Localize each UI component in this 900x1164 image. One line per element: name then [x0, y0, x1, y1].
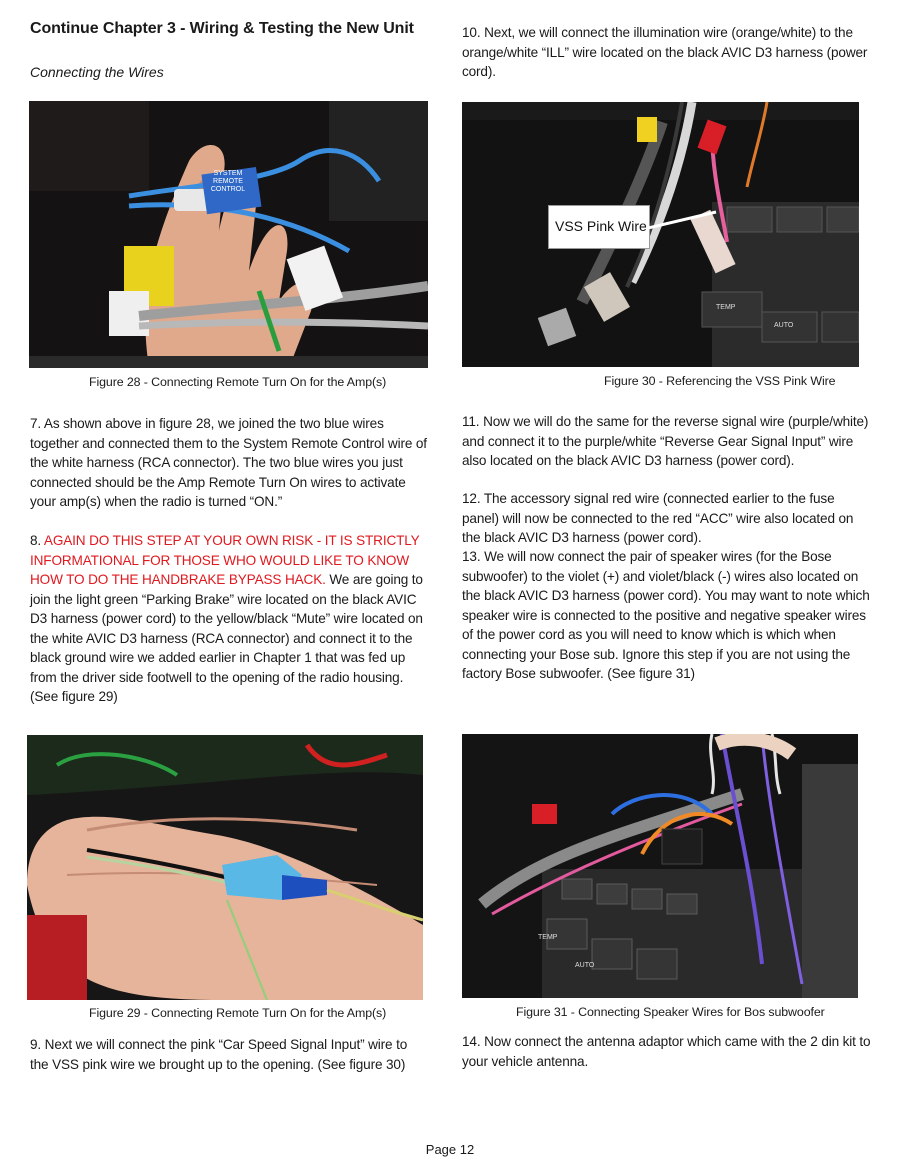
page-title: Continue Chapter 3 - Wiring & Testing the New Unit [30, 20, 414, 37]
step-11-paragraph: 11. Now we will do the same for the reverse signal wire (purple/white) and connect it to the purple/white “Reverse Gear Signal Input” wire also located on the black AVIC D3 harness (power cord). [462, 414, 869, 468]
vss-pink-wire-label: VSS Pink Wire [555, 218, 647, 234]
figure-29-caption: Figure 29 - Connecting Remote Turn On for the Amp(s) [89, 1006, 387, 1020]
photo-tag-label: SYSTEM REMOTE CONTROL [210, 170, 246, 193]
step-8-paragraph [30, 531, 428, 707]
vss-pointer-arrow [648, 200, 728, 240]
step-13-paragraph: 13. We will now connect the pair of speaker wires (for the Bose subwoofer) to the violet (+) and violet/black (-) wires also located on the black AVIC D3 harness (power cord). You may want to note which speaker wire is connected to the positive and negative speaker wires of the power cord as you will need to know which is which when connecting your Bose sub. Ignore this step if you are not using the factory Bose subwoofer. (See figure 31) [462, 549, 870, 681]
page-number: Page 12 [425, 1142, 475, 1157]
figure-28-photo [29, 101, 428, 368]
figure-29-photo [27, 735, 423, 1000]
figure-28-caption: Figure 28 - Connecting Remote Turn On for the Amp(s) [89, 375, 387, 389]
step-8-warning: AGAIN DO THIS STEP AT YOUR OWN RISK - IT IS STRICTLY INFORMATIONAL FOR THOSE WHO WOULD LIKE TO KNOW HOW TO DO THE HANDBRAKE BYPASS HACK. [30, 533, 420, 587]
step-10-paragraph: 10. Next, we will connect the illumination wire (orange/white) to the orange/white “ILL” wire located on the black AVIC D3 harness (power cord). [462, 25, 868, 79]
step-14-paragraph: 14. Now connect the antenna adaptor which came with the 2 din kit to your vehicle antenna. [462, 1034, 871, 1069]
section-subtitle: Connecting the Wires [30, 64, 164, 80]
step-7-paragraph: 7. As shown above in figure 28, we joined the two blue wires together and connected them to the System Remote Control wire of the white harness (RCA connector). The two blue wires you just connected should be the Amp Remote Turn On wires to activate your amp(s) when the radio is turned “ON.” [30, 416, 427, 509]
fig31-temp-label: TEMP [538, 934, 558, 941]
step-12-paragraph: 12. The accessory signal red wire (connected earlier to the fuse panel) will now be connected to the red “ACC” wire also located on the black AVIC D3 harness (power cord). [462, 491, 854, 545]
step-8-body: We are going to join the light green “Parking Brake” wire located on the black AVIC D3 harness (power cord) to the yellow/black “Mute” wire located on the white AVIC D3 harness (RCA connector) and connect it to the black ground wire we added earlier in Chapter 1 that was fed up from the driver side footwell to the opening of the radio housing. (See figure 29) [30, 572, 423, 704]
step-8-number: 8. [30, 533, 44, 548]
figure-30-caption: Figure 30 - Referencing the VSS Pink Wire [604, 374, 836, 388]
figure-31-photo [462, 734, 858, 998]
temp-button-label: TEMP [716, 304, 736, 311]
fig31-auto-label: AUTO [575, 962, 595, 969]
auto-button-label: AUTO [774, 322, 794, 329]
figure-31-caption: Figure 31 - Connecting Speaker Wires for Bos subwoofer [516, 1005, 825, 1019]
step-9-paragraph: 9. Next we will connect the pink “Car Speed Signal Input” wire to the VSS pink wire we brought up to the opening. (See figure 30) [30, 1037, 408, 1072]
